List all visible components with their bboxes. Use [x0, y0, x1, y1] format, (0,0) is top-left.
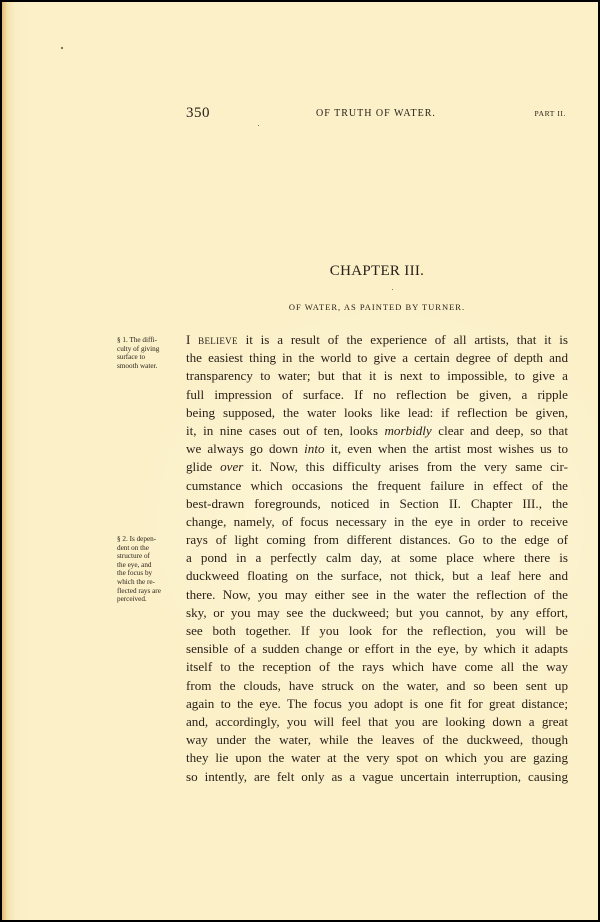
small-caps-opening: believe [198, 332, 238, 347]
text-line: and, accordingly, you will feel that you are looking down a great [186, 713, 568, 729]
text-line: change, namely, of focus necessary in the eye in order to receive [186, 513, 568, 529]
text-line: way under the water, while the leaves of the duckweed, though [186, 732, 568, 748]
text-run: clear and deep, so that [431, 422, 568, 438]
text-run: we always go down [186, 441, 305, 457]
margin-note-line: perceived. [117, 595, 147, 604]
text-line: duckweed floating on the surface, not thick, but a leaf here and [186, 568, 568, 584]
text-line: again to the eye. The focus you adopt is one fit for great distance; [186, 695, 568, 711]
running-head [186, 105, 568, 123]
margin-note-section-2 [117, 535, 183, 604]
margin-note-line: which the re- [117, 577, 155, 586]
text-line [186, 458, 568, 476]
text-line: the easiest thing in the world to give a certain degree of depth and [186, 350, 568, 366]
margin-note-line: surface to [117, 353, 146, 362]
text-line [186, 440, 568, 458]
text-line: sky, or you may see the duckweed; but you cannot, by any effort, [186, 604, 568, 620]
margin-note-line: flected rays are [117, 586, 161, 595]
text-line: best-drawn foregrounds, noticed in Section II. Chapter III., the [186, 495, 568, 511]
text-line: there. Now, you may either see in the water the reflection of the [186, 586, 568, 602]
margin-note-line: structure of [117, 552, 150, 561]
paper-speck [61, 47, 63, 49]
text-line: rays of light coming from different distances. Go to the edge of [186, 532, 568, 548]
text-run: it, in nine cases out of ten, looks [186, 422, 385, 438]
margin-note-line: the eye, and [117, 560, 152, 569]
margin-note-line: the focus by [117, 569, 153, 578]
scan-border-top [0, 0, 600, 2]
text-line: full impression of surface. If no reflection be given, a ripple [186, 386, 568, 402]
italic-word: into [304, 441, 325, 457]
text-line: being supposed, the water looks like lead: if reflection be given, [186, 404, 568, 420]
text-line: they lie upon the water at the very spot on which you are gazing [186, 750, 568, 766]
text-line: sensible of a sudden change or effort in the eye, by which it adapts [186, 641, 568, 657]
text-run: I [186, 332, 199, 347]
paper-speck [392, 289, 393, 290]
chapter-subtitle: OF WATER, AS PAINTED BY TURNER. [288, 302, 466, 312]
body-paragraph [186, 331, 568, 786]
margin-note-section-1 [117, 336, 183, 370]
page-number: 350 [186, 105, 210, 121]
margin-note-line: smooth water. [117, 361, 158, 370]
italic-word: over [220, 459, 244, 475]
scan-border-left [0, 0, 2, 922]
text-run: it is a result of the experience of all artists, that it is [237, 332, 568, 347]
text-line: transparency to water; but that it is next to impossible, to give a [186, 368, 568, 384]
text-line [186, 331, 568, 349]
text-line: itself to the reception of the rays which have come all the way [186, 659, 568, 675]
text-line: from the clouds, have struck on the water, and so been sent up [186, 677, 568, 693]
paper-speck [258, 125, 259, 126]
margin-note-line: culty of giving [117, 344, 160, 353]
text-run: it, even when the artist most wishes us to [324, 441, 569, 457]
running-title: OF TRUTH OF WATER. [316, 108, 436, 119]
margin-note-line: § 1. The diffi- [117, 336, 158, 344]
text-line: see both together. If you look for the reflection, you will be [186, 623, 568, 638]
part-label: PART II. [534, 109, 566, 118]
text-line: so intently, are felt only as a vague uncertain interruption, causing [186, 768, 568, 784]
text-line: a pond in a perfectly calm day, at some place where there is [186, 550, 568, 566]
text-line [186, 422, 568, 440]
chapter-title: CHAPTER III. [329, 263, 425, 279]
margin-note-line: § 2. Is depen- [117, 535, 157, 543]
text-run: it. Now, this difficulty arises from the very same cir- [243, 459, 568, 475]
text-line: cumstance which occasions the frequent failure in effect of the [186, 477, 568, 493]
text-run: glide [186, 459, 221, 475]
margin-note-line: dent on the [117, 543, 149, 552]
italic-word: morbidly [384, 422, 432, 438]
